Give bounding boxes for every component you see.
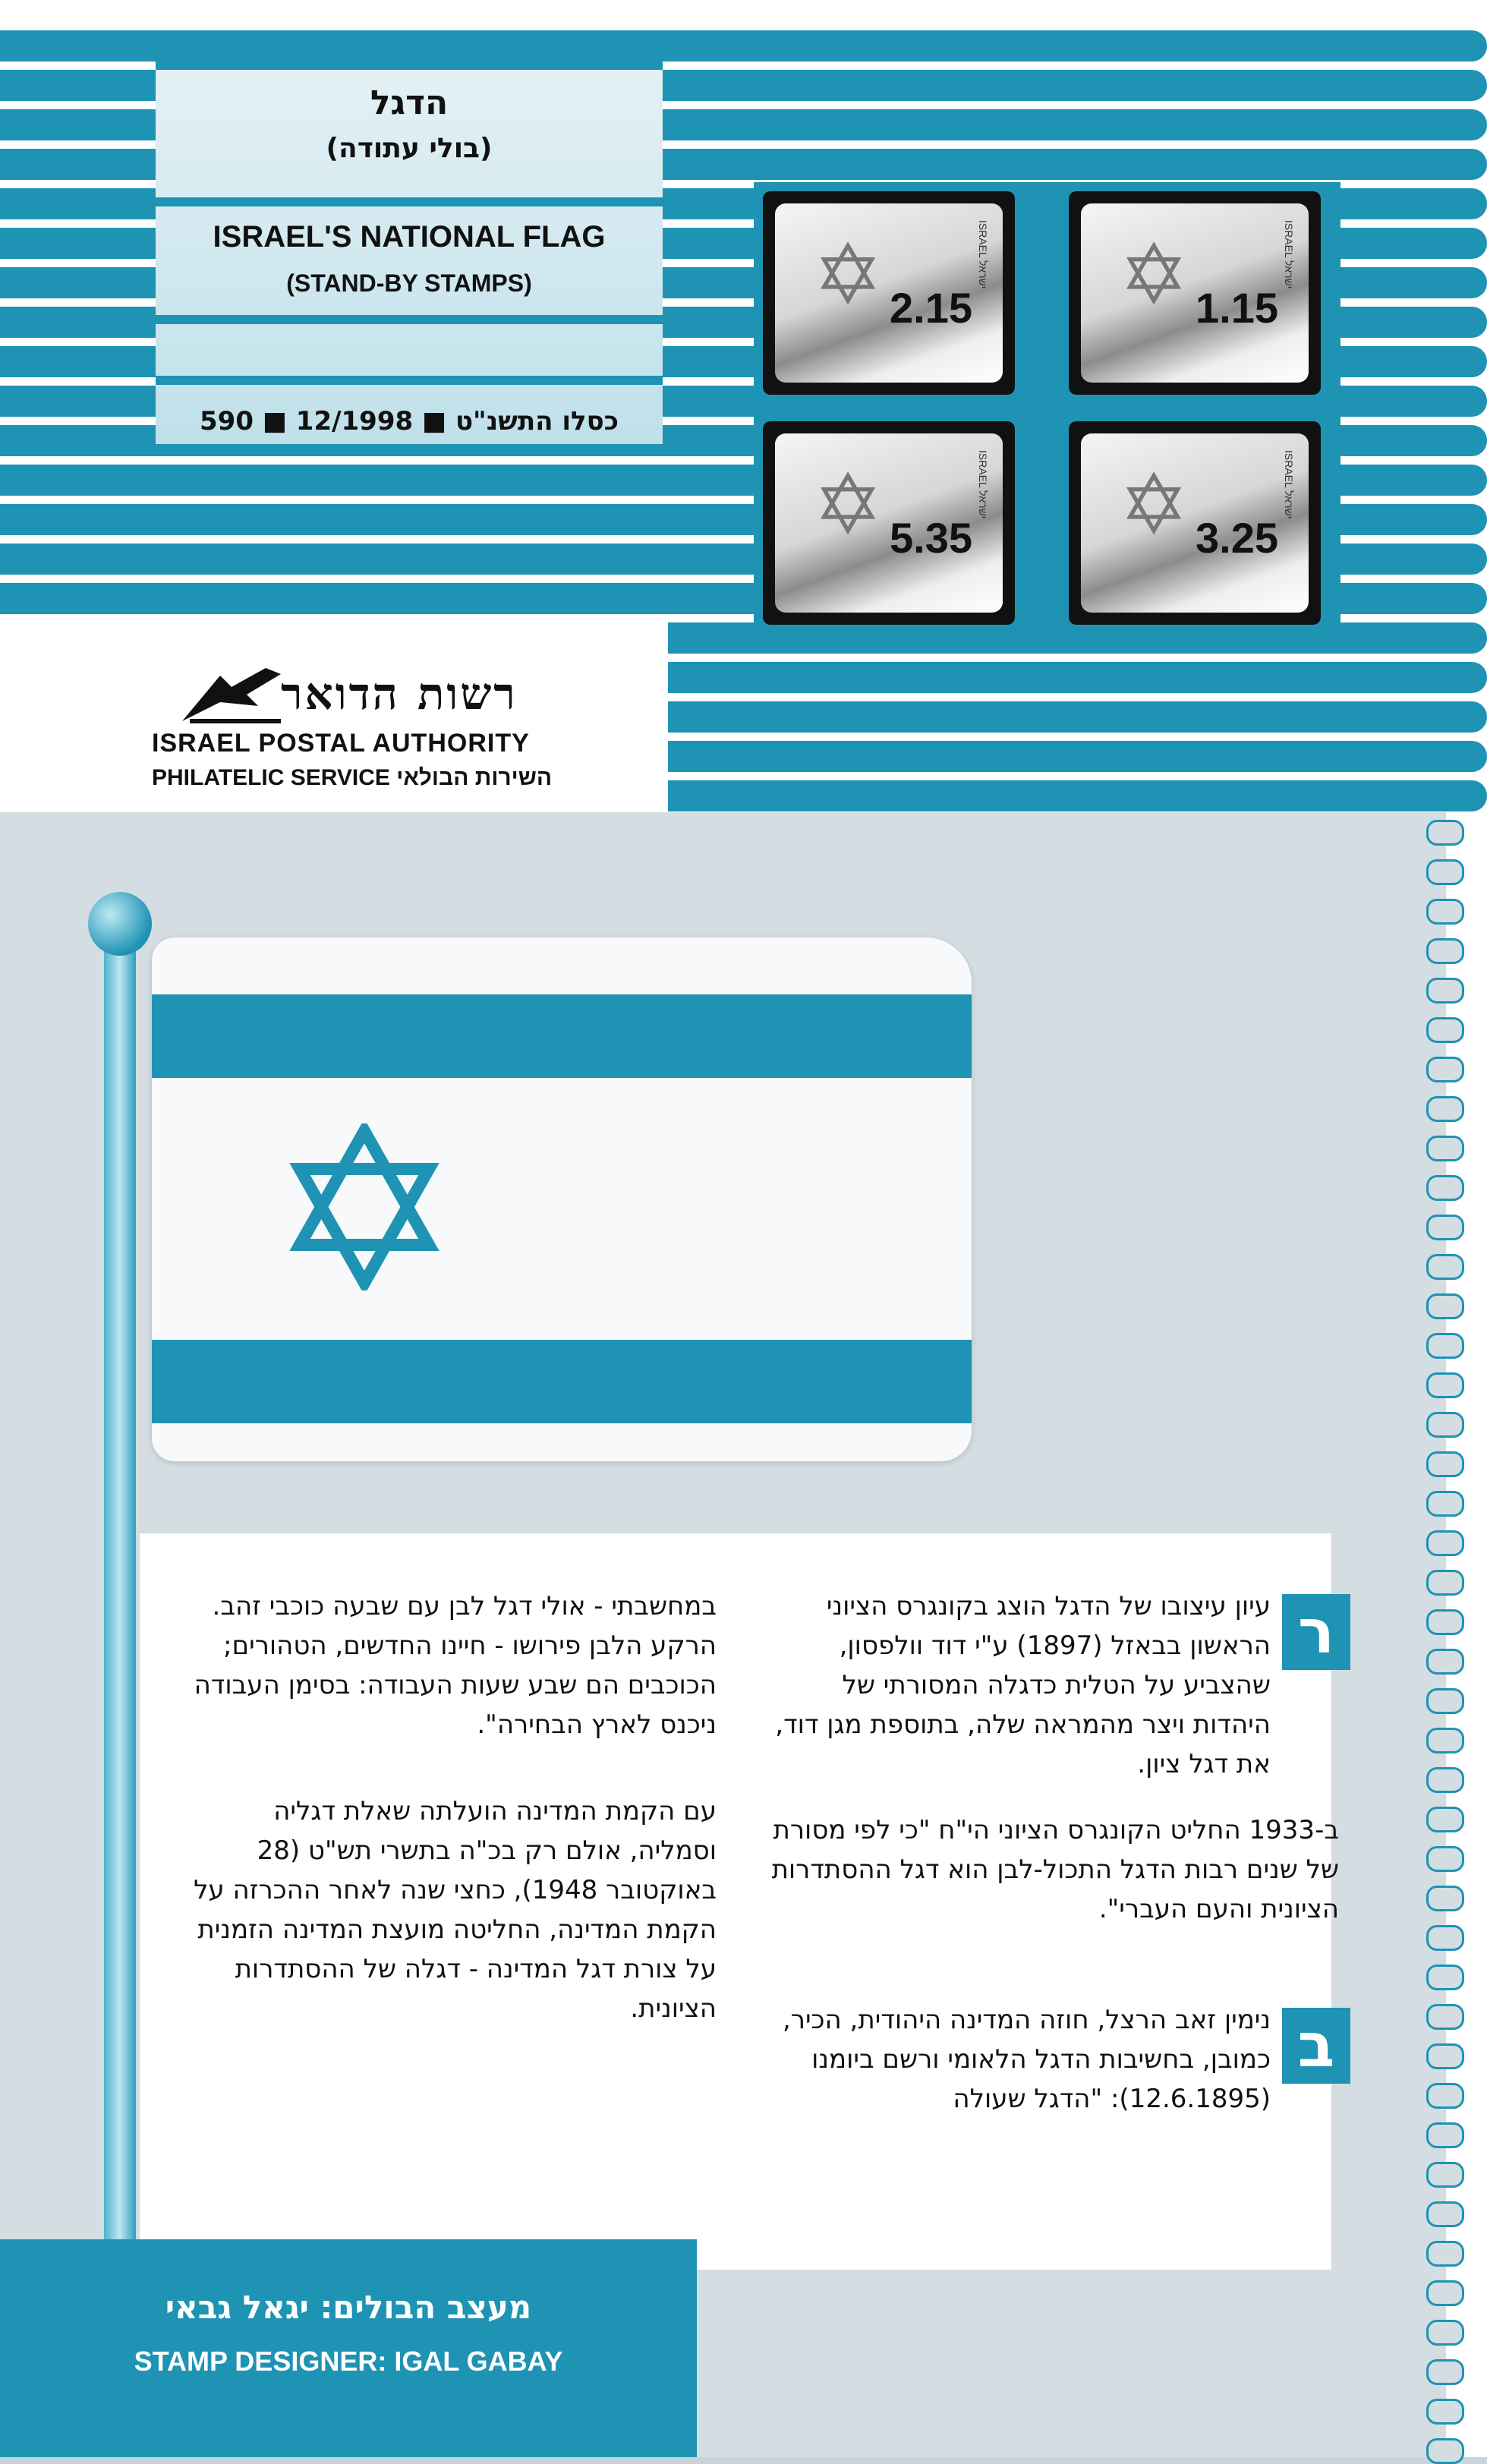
perforation bbox=[1426, 938, 1464, 964]
logo-name-hebrew: רשות הדואר bbox=[281, 668, 518, 720]
perforation bbox=[1426, 2201, 1464, 2227]
perforation bbox=[1426, 820, 1464, 846]
philatelic-service-label: PHILATELIC SERVICE השירות הבולאי bbox=[152, 765, 553, 790]
drop-cap: ר bbox=[1282, 1594, 1350, 1670]
star-of-david-icon bbox=[288, 1123, 440, 1290]
perforation bbox=[1426, 859, 1464, 885]
perforation bbox=[1426, 2280, 1464, 2306]
perforation bbox=[1426, 1530, 1464, 1556]
star-of-david-icon: ✡ bbox=[1119, 228, 1189, 322]
stamp-value: 5.35 bbox=[890, 514, 972, 562]
israel-flag bbox=[152, 937, 972, 1461]
perforation bbox=[1426, 2122, 1464, 2148]
perforation bbox=[1426, 1136, 1464, 1161]
flag-bottom-band bbox=[152, 1340, 972, 1423]
star-of-david-icon: ✡ bbox=[1119, 458, 1189, 552]
perforation bbox=[1426, 2043, 1464, 2069]
title-panel bbox=[156, 61, 663, 448]
perforation bbox=[1426, 1175, 1464, 1201]
perforation bbox=[1426, 2162, 1464, 2188]
flag-top-band bbox=[152, 994, 972, 1078]
postal-horn-logo-icon bbox=[175, 660, 288, 729]
stamp bbox=[1069, 191, 1321, 395]
perforation bbox=[1426, 978, 1464, 1004]
paragraph: במחשבתי - אולי דגל לבן עם שבעה כוכבי זהב. הרקע הלבן פירושו - חיינו החדשים, הטהורים; הכוכבים הם שבע שעות העבודה: בסימן העבודה ניכנס לארץ הבחירה". bbox=[194, 1591, 717, 1740]
text-panel bbox=[140, 1533, 1339, 2270]
perforation bbox=[1426, 1767, 1464, 1793]
perforation bbox=[1426, 1846, 1464, 1872]
perforation bbox=[1426, 1215, 1464, 1240]
perforation bbox=[1426, 1570, 1464, 1596]
designer-english: STAMP DESIGNER: IGAL GABAY bbox=[134, 2346, 563, 2377]
stamp-value: 2.15 bbox=[890, 284, 972, 332]
perforation bbox=[1426, 1491, 1464, 1517]
stripe bbox=[668, 662, 1487, 693]
perforation bbox=[1426, 1688, 1464, 1714]
stripe bbox=[0, 30, 1487, 61]
panel-divider bbox=[156, 376, 663, 385]
panel-divider bbox=[156, 315, 663, 324]
title-hebrew: הדגל bbox=[370, 83, 449, 122]
perforation bbox=[1426, 1412, 1464, 1438]
flag-pole bbox=[104, 911, 136, 2247]
stamp-sheet bbox=[754, 182, 1341, 638]
perforation bbox=[1426, 2399, 1464, 2425]
perforation bbox=[1426, 1965, 1464, 1990]
star-of-david-icon: ✡ bbox=[813, 458, 884, 552]
perforation bbox=[1426, 1609, 1464, 1635]
perforation bbox=[1426, 1293, 1464, 1319]
panel-divider bbox=[156, 197, 663, 206]
stamp-side-text: ISRAEL ישראל bbox=[977, 450, 989, 519]
perforation bbox=[1426, 1728, 1464, 1753]
perforation bbox=[1426, 1017, 1464, 1043]
perforation bbox=[1426, 1333, 1464, 1359]
stamp-side-text: ISRAEL ישראל bbox=[1283, 220, 1295, 289]
drop-cap: ב bbox=[1282, 2008, 1350, 2084]
stamp-side-text: ISRAEL ישראל bbox=[977, 220, 989, 289]
perforation bbox=[1426, 2004, 1464, 2030]
perforation bbox=[1426, 2083, 1464, 2109]
perforation bbox=[1426, 1807, 1464, 1832]
perforation bbox=[1426, 1925, 1464, 1951]
title-english: ISRAEL'S NATIONAL FLAG bbox=[213, 220, 606, 254]
perforation bbox=[1426, 1886, 1464, 1911]
perforation bbox=[1426, 1649, 1464, 1675]
stamp-value: 1.15 bbox=[1196, 284, 1278, 332]
perforation bbox=[1426, 1057, 1464, 1082]
stamp bbox=[1069, 421, 1321, 625]
flag-pole-finial bbox=[88, 892, 152, 956]
paragraph: עם הקמת המדינה הועלתה שאלת דגליה וסמליה, אולם רק בכ"ה בתשרי תש"ט (28 באוקטובר 1948), כחצי שנה לאחר ההכרזה על הקמת המדינה, החליטה מועצת המדינה הזמנית על צורת דגל המדינה - דגלה של ההסתדרות הציונית. bbox=[194, 1796, 717, 2024]
stamp bbox=[763, 191, 1015, 395]
perforated-edge bbox=[1446, 812, 1487, 2457]
issue-info: 590 ■ 12/1998 ■ כסלו התשנ"ט bbox=[200, 406, 619, 436]
stripe bbox=[668, 741, 1487, 772]
subtitle-hebrew: (בולי עתודה) bbox=[326, 133, 493, 164]
stamp-side-text: ISRAEL ישראל bbox=[1283, 450, 1295, 519]
paragraph: עיון עיצובו של הדגל הוצג בקונגרס הציוני הראשון בבאזל (1897) ע"י דוד וולפסון, שהצביע על הטלית כדגלה המסורתי של היהדות ויצר מהמראה שלה, בתוספת מגן דוד, את דגל ציון. bbox=[775, 1591, 1271, 1779]
perforation bbox=[1426, 2320, 1464, 2346]
stripe bbox=[668, 780, 1487, 811]
designer-hebrew: מעצב הבולים: יגאל גבאי bbox=[165, 2289, 532, 2326]
star-of-david-icon: ✡ bbox=[813, 228, 884, 322]
perforation bbox=[1426, 1096, 1464, 1122]
stamp-value: 3.25 bbox=[1196, 514, 1278, 562]
stamp bbox=[763, 421, 1015, 625]
perforation bbox=[1426, 2438, 1464, 2464]
paragraph: נימין זאב הרצל, חוזה המדינה היהודית, הכיר, כמובן, בחשיבות הדגל הלאומי ורשם ביומנו (12.6.1895): "הדגל שעולה bbox=[782, 2005, 1271, 2114]
panel-divider bbox=[156, 61, 663, 70]
perforation bbox=[1426, 1451, 1464, 1477]
perforation bbox=[1426, 1254, 1464, 1280]
stripe bbox=[668, 701, 1487, 733]
paragraph: ב-1933 החליט הקונגרס הציוני הי"ח "כי לפי מסורת של שנים רבות הדגל התכול-לבן הוא דגל ההסתדרות הציונית והעם העברי". bbox=[771, 1815, 1339, 1924]
perforation bbox=[1426, 899, 1464, 925]
panel-divider bbox=[156, 444, 663, 453]
perforation bbox=[1426, 2241, 1464, 2267]
perforation bbox=[1426, 2359, 1464, 2385]
perforation bbox=[1426, 1372, 1464, 1398]
subtitle-english: (STAND-BY STAMPS) bbox=[286, 269, 532, 297]
logo-name-english: ISRAEL POSTAL AUTHORITY bbox=[152, 729, 530, 758]
